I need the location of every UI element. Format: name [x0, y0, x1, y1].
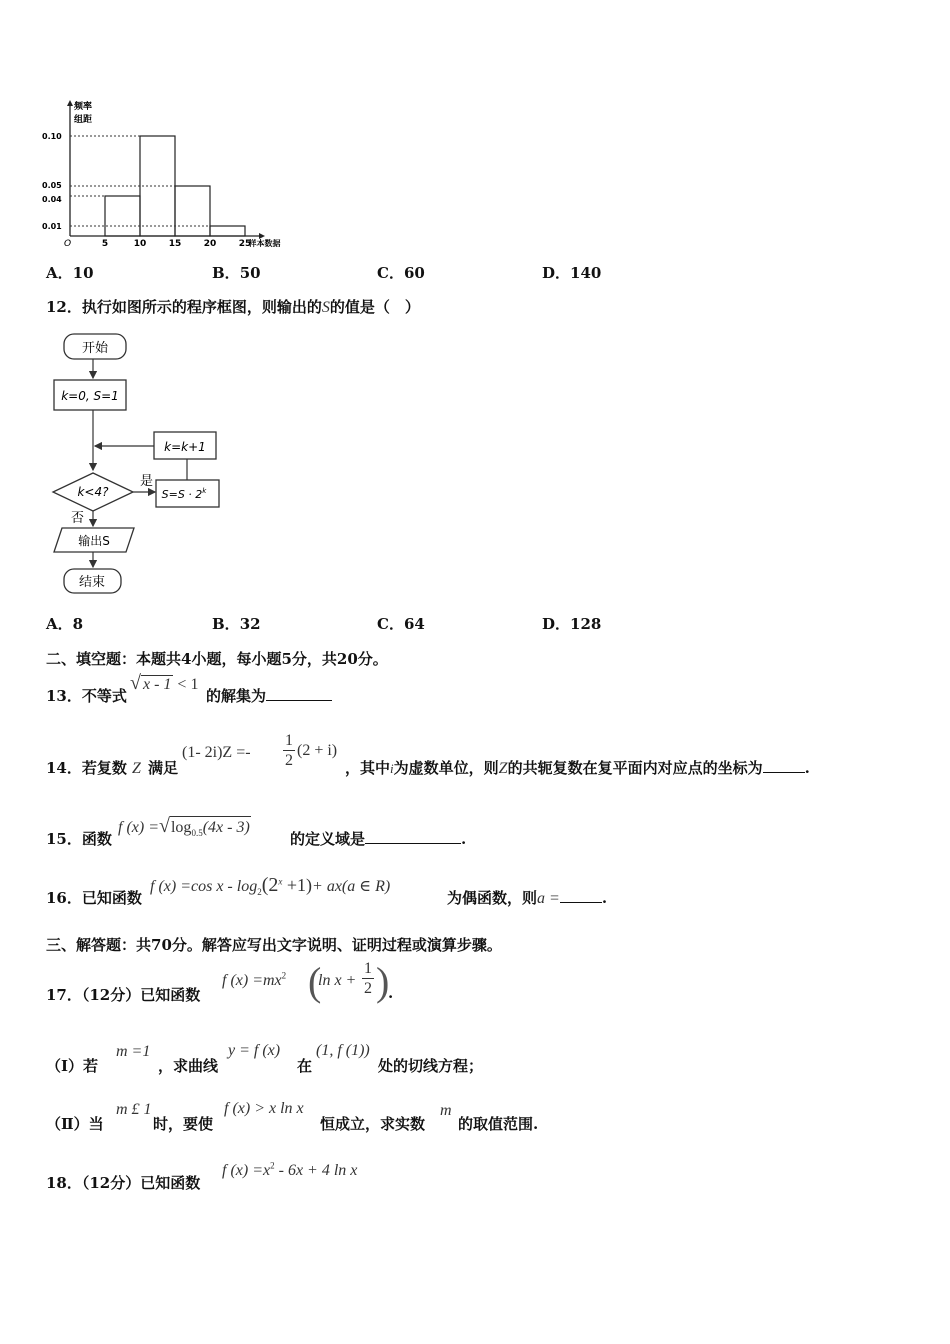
x-tick-label: 5 [101, 239, 109, 249]
q14-text: ，其中i为虚数单位，则Z的共轭复数在复平面内对应点的坐标为 . [345, 759, 810, 777]
hist-bar [140, 136, 175, 236]
q15-formula: f $(x) =√\log_{0.5}(4x - 3)$ [118, 815, 250, 839]
section-3-heading: 三、解答题：共70分。解答应写出文字说明、证明过程或演算步骤。 [46, 936, 502, 954]
q18-label: 18．（12分）已知函数 [46, 1174, 201, 1192]
q17-part1-label: （Ⅰ）若 [46, 1057, 99, 1075]
q11-option-c[interactable]: C．60 [377, 264, 425, 282]
y-tick-label: 0.04 [42, 195, 62, 204]
y-tick-label: 0.01 [42, 222, 62, 231]
hist-bar [175, 186, 210, 236]
q11-option-a[interactable]: A．10 [46, 264, 94, 282]
q17-part1-t1: ，求曲线 [158, 1057, 219, 1075]
x-tick-label: 10 [133, 239, 147, 249]
flow-process-label: $S=S \cdot 2^k$ [161, 487, 207, 501]
y-tick-label: 0.05 [42, 181, 62, 190]
q17-label: 17．（12分）已知函数 [46, 986, 201, 1004]
q15-answer-blank[interactable] [365, 829, 461, 844]
q17-part2-t1: 时，要使 [153, 1115, 214, 1133]
q17-fraction: 1 2 [364, 960, 372, 997]
y-axis-arrow [67, 100, 73, 106]
q14-equation: (1- 2i)Z =- [182, 744, 251, 761]
q11-option-d[interactable]: D．140 [542, 264, 602, 282]
q17-part1-t2: 在 [297, 1057, 313, 1075]
q13-label: 13．不等式 [46, 687, 127, 705]
q18-formula: f $(x) =x^2 - 6x + 4$ ln x [222, 1160, 358, 1179]
y-axis-label-bottom: 组距 [74, 115, 93, 125]
q17-inner: ln x + [318, 972, 357, 989]
x-tick-label: 15 [168, 239, 182, 249]
q14-answer-blank[interactable] [763, 758, 805, 773]
q13-formula: √ x - 1 < 1 [130, 672, 199, 694]
histogram-chart [40, 98, 300, 250]
origin-label: O [64, 239, 72, 249]
y-axis-label-top: 频率 [74, 102, 93, 112]
q17-part2-ineq: f (x) > x ln x [224, 1100, 304, 1117]
q16-tail: 为偶函数，则a = . [447, 889, 608, 907]
q13-tail: 的解集为 [206, 685, 332, 706]
q17-part1-t3: 处的切线方程； [378, 1057, 484, 1075]
q14-z1: Z [132, 760, 141, 777]
q16-answer-blank[interactable] [560, 888, 602, 903]
q12-option-b[interactable]: B．32 [212, 615, 261, 633]
q13-answer-blank[interactable] [266, 686, 332, 701]
q12-stem: 12．执行如图所示的程序框图，则输出的S的值是（ ） [46, 298, 420, 316]
hist-bar [210, 226, 245, 236]
flow-end-label: 结束 [78, 575, 106, 590]
q14-label: 14．若复数 [46, 759, 127, 777]
x-axis-label: 样本数据 [248, 239, 281, 248]
q17-part1-m: m =1 [116, 1043, 151, 1060]
q17-part2-label: （Ⅱ）当 [46, 1115, 104, 1133]
q14-rhs: (2 + i) [297, 742, 338, 759]
q17-left-paren: ( [308, 959, 322, 1004]
flow-init-label: k=0, S=1 [61, 389, 119, 403]
q11-option-b[interactable]: B．50 [212, 264, 261, 282]
q17-part2-mvar: m [440, 1102, 452, 1119]
x-tick-label: 20 [203, 239, 217, 249]
y-tick-label: 0.10 [42, 132, 62, 141]
q17-part2-t2: 恒成立，求实数 [320, 1115, 426, 1133]
flow-decision-label: k<4? [77, 485, 109, 499]
q14-fraction: 1 2 [285, 732, 293, 769]
flow-yes-label: 是 [140, 474, 154, 489]
q16-label: 16．已知函数 [46, 889, 142, 907]
hist-bar [105, 196, 140, 236]
q17-end: . [388, 984, 394, 1002]
flow-no-label: 否 [71, 511, 85, 526]
flowchart [48, 330, 228, 598]
q17-part2-t3: 的取值范围. [458, 1115, 539, 1133]
q15-tail: 的定义域是 . [290, 830, 467, 848]
q17-right-paren: ) [376, 959, 390, 1004]
flow-start-label: 开始 [81, 341, 109, 356]
q17-part2-m: m £ 1 [116, 1101, 152, 1118]
q12-option-c[interactable]: C．64 [377, 615, 425, 633]
x-tick-label: 25 [238, 239, 252, 249]
flow-output-label: 输出S [78, 534, 110, 548]
q15-label: 15．函数 [46, 830, 112, 848]
q12-option-a[interactable]: A．8 [46, 615, 84, 633]
section-2-heading: 二、填空题：本题共4小题，每小题5分，共20分。 [46, 650, 388, 668]
q12-option-d[interactable]: D．128 [542, 615, 602, 633]
q16-formula: f (x) =cos $x - \log_2(2^x +1)+ ax(a$ ∈ R) [150, 874, 391, 898]
q14-satisfies: 满足 [148, 759, 179, 777]
q17-part1-curve: y = f (x) [228, 1042, 281, 1059]
flow-increment-label: k=k+1 [164, 440, 206, 454]
q17-part1-point: (1, f (1)) [316, 1042, 370, 1059]
q17-formula: f $(x) =mx^2$ [222, 970, 287, 989]
